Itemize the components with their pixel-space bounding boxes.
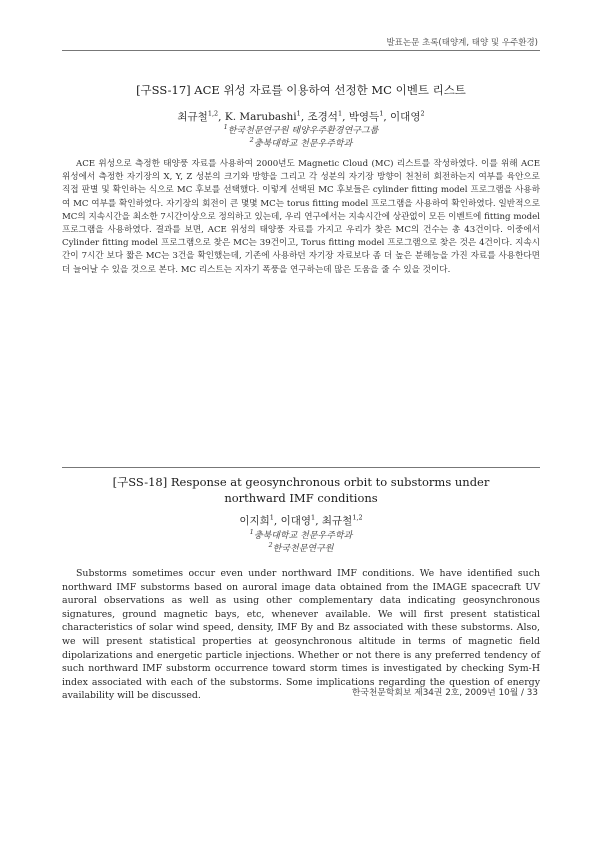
- author-list-ss18: [62, 514, 540, 528]
- author-affil-marker: 1: [296, 109, 301, 118]
- author-name: 이대영: [280, 515, 312, 527]
- author-separator: ,: [383, 111, 391, 123]
- affiliation-1: [62, 530, 540, 542]
- paper-title-ss18: [62, 474, 540, 506]
- affiliation-2: [62, 543, 540, 555]
- running-header: 발표논문 초록(태양계, 태양 및 우주환경): [386, 38, 538, 48]
- affil-marker: 1: [223, 123, 228, 131]
- abstract-ss18: Substorms sometimes occur even under northward IMF conditions. We have identified such northward IMF substorms based on auroral image data obtained from the IMAGE spacecraft UV auroral observations as well as using other complementary data indicating geosynchronous signatures, ground magnetic bays, etc, whenever available. We will first present statistical characteristics of solar wind speed, density, IMF By and Bz associated with these substorms. Also, we will present statistical properties at geosynchronous altitude in terms of magnetic field dipolarizations and energetic particle injections. Whether or not there is any preferred tendency of such northward IMF substorm occurrence toward storm times is investigated by checking Sym-H index associated with each of the substorms. Some implications regarding the question of energy availability will be discussed.: [62, 568, 540, 702]
- author-separator: ,: [218, 111, 225, 123]
- affiliation-1: [62, 125, 540, 137]
- author-name: 최규철: [177, 111, 208, 123]
- paper-title-ss17: [구SS-17] ACE 위성 자료를 이용하여 선정한 MC 이벤트 리스트: [136, 83, 466, 97]
- author-name: 최규철: [321, 515, 353, 527]
- author-affil-marker: 1,2: [352, 513, 363, 522]
- author-separator: ,: [342, 111, 349, 123]
- affil-text: 한국천문연구원: [272, 544, 334, 554]
- author-name: K. Marubashi: [224, 111, 297, 123]
- author-list-ss17: [62, 110, 540, 124]
- author-affil-marker: 2: [420, 109, 425, 118]
- affil-marker: 1: [249, 528, 254, 536]
- author-name: 박영득: [348, 111, 380, 123]
- author-affil-marker: 1: [311, 513, 316, 522]
- author-affil-marker: 1,2: [207, 109, 219, 118]
- affil-text: 충북대학교 천문우주학과: [253, 531, 353, 541]
- affil-text: 충북대학교 천문우주학과: [253, 139, 353, 149]
- author-separator: ,: [273, 515, 281, 527]
- author-separator: ,: [300, 111, 308, 123]
- affiliation-2: [62, 138, 540, 150]
- affil-text: 한국천문연구원 태양우주환경연구그룹: [227, 126, 379, 136]
- title-line: northward IMF conditions: [224, 491, 378, 505]
- author-name: 이지희: [239, 515, 270, 527]
- title-line: [구SS-18] Response at geosynchronous orbit to substorms under: [112, 475, 490, 489]
- author-affil-marker: 1: [269, 513, 274, 522]
- author-separator: ,: [315, 515, 322, 527]
- author-name: 조경석: [307, 111, 338, 123]
- affil-marker: 2: [249, 136, 254, 144]
- page-footer: 한국천문학회보 제34권 2호, 2009년 10월 / 33: [351, 688, 538, 698]
- section-divider: [62, 467, 540, 468]
- affil-marker: 2: [268, 541, 273, 549]
- author-name: 이대영: [390, 111, 421, 123]
- abstract-ss17: ACE 위성으로 측정한 태양풍 자료를 사용하여 2000년도 Magnetic Cloud (MC) 리스트를 작성하였다. 이를 위해 ACE 위성에서 측정한 자기장의 X, Y, Z 성분의 크기와 방향을 그리고 각 성분의 자기장 방향이 천천히 회전하는지 여부를 육안으로 직접 판별 및 확인하는 식으로 MC 후보를 선택했다. 이렇게 선택된 MC 후보들은 cylinder fitting model 프로그램을 사용하여 MC 여부를 확인하였다. 자기장의 회전이 큰 몇몇 MC는 torus fitting model 프로그램을 사용하여 확인하였다. 일반적으로 MC의 지속시간을 최소한 7시간이상으로 정의하고 있는데, 우리 연구에서는 지속시간에 상관없이 모든 이벤트에 fitting model 프로그램을 사용하였다. 결과를 보면, ACE 위성의 태양풍 자료를 가지고 우리가 찾은 MC의 건수는 총 43건이다. 이중에서 Cylinder fitting model 프로그램으로 찾은 MC는 39건이고, Torus fitting model 프로그램으로 찾은 것은 4건이다. 지속시간이 7시간 보다 짧은 MC는 3건을 확인했는데, 기존에 사용하던 자기장 자료보다 좀 더 높은 분해능을 가진 자료를 사용한다면 더 늘어날 수 있을 것으로 본다. MC 리스트는 지자기 폭풍을 연구하는데 많은 도움을 줄 수 있을 것이다.: [62, 159, 540, 275]
- header-divider: [62, 50, 540, 51]
- author-affil-marker: 1: [337, 109, 343, 118]
- author-affil-marker: 1: [379, 109, 384, 118]
